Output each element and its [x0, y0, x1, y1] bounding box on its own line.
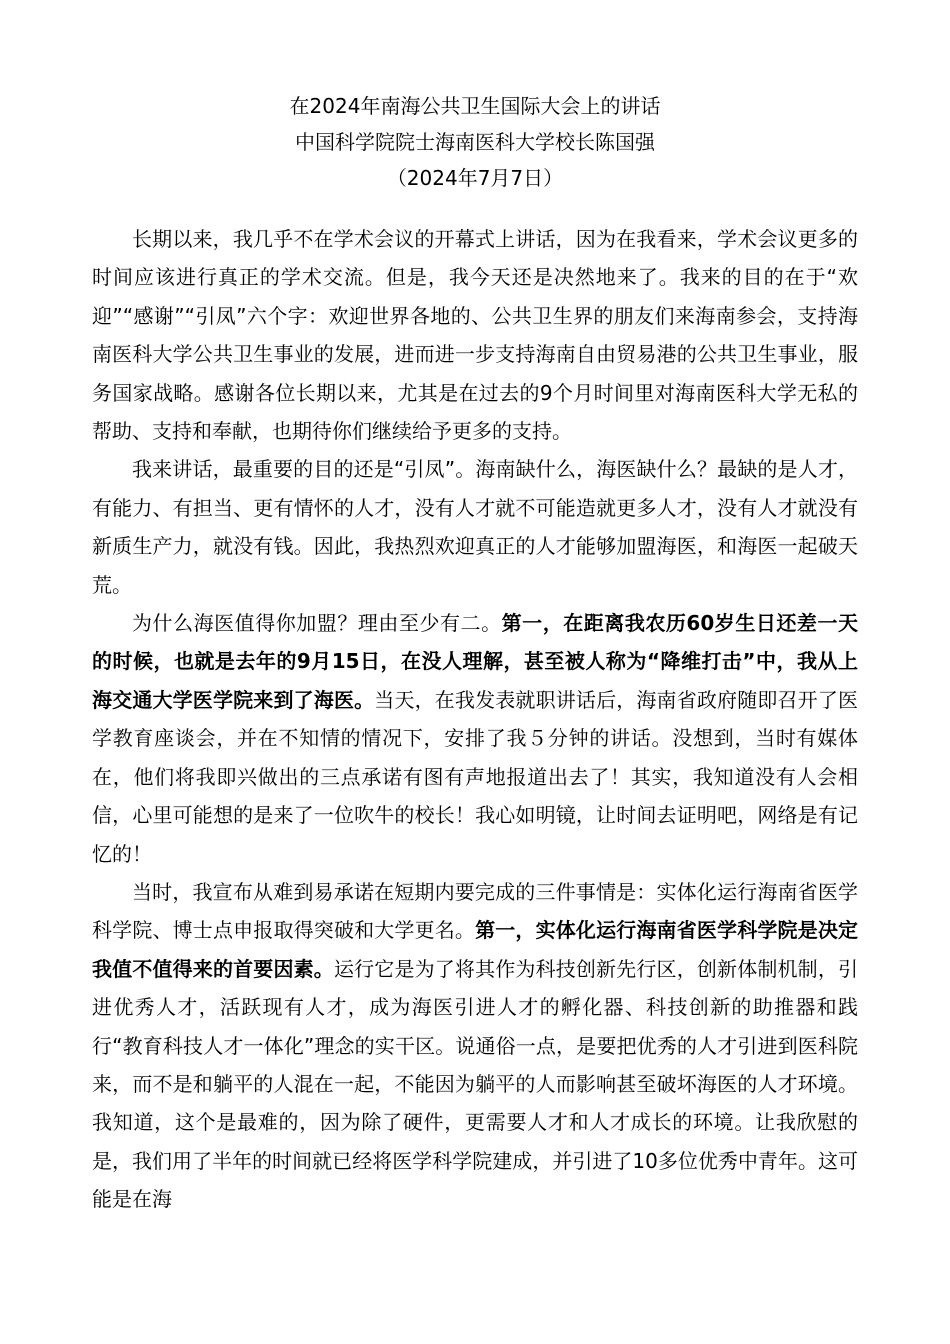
paragraph-4 [92, 873, 858, 1219]
document-header [92, 88, 858, 196]
paragraph-text: 长期以来，我几乎不在学术会议的开幕式上讲话，因为在我看来，学术会议更多的时间应该进行真正的学术交流。但是，我今天还是决然地来了。我来的目的在于“欢迎”“感谢”“引凤”六个字：欢迎世界各地的、公共卫生界的朋友们来海南参会，支持海南医科大学公共卫生事业的发展，进而进一步支持海南自由贸易港的公共卫生事业，服务国家战略。感谢各位长期以来，尤其是在过去的9个月时间里对海南医科大学无私的帮助、支持和奉献，也期待你们继续给予更多的支持。 [92, 227, 858, 444]
paragraph-1 [92, 220, 858, 450]
bold-emphasis-text: 第一，实体化运行海南省医学科学院是决定我值不值得来的首要因素。 [92, 918, 859, 981]
paragraph-text: 为什么海医值得你加盟？理由至少有二。 [132, 611, 502, 636]
paragraph-3 [92, 604, 858, 873]
bold-emphasis-text: 第一，在距离我农历60岁生日还差一天的时候，也就是去年的9月15日，在没人理解，甚至被人称为“降维打击”中，我从上海交通大学医学院来到了海医。 [92, 611, 859, 712]
paragraph-2 [92, 450, 858, 604]
paragraph-text: 当天，在我发表就职讲话后，海南省政府随即召开了医学教育座谈会，并在不知情的情况下，安排了我５分钟的讲话。没想到，当时有媒体在，他们将我即兴做出的三点承诺有图有声地报道出去了！其实，我知道没有人会相信，心里可能想的是来了一位吹牛的校长！我心如明镜，让时间去证明吧，网络是有记忆的！ [92, 687, 859, 866]
paragraph-text: 当时，我宣布从难到易承诺在短期内要完成的三件事情是：实体化运行海南省医学科学院、博士点申报取得突破和大学更名。 [92, 879, 858, 943]
paragraph-text: 运行它是为了将其作为科技创新先行区，创新体制机制，引进优秀人才，活跃现有人才，成为海医引进人才的孵化器、科技创新的助推器和践行“教育科技人才一体化”理念的实干区。说通俗一点，是要把优秀的人才引进到医科院来，而不是和躺平的人混在一起，不能因为躺平的人而影响甚至破坏海医的人才环境。我知道，这个是最难的，因为除了硬件，更需要人才和人才成长的环境。让我欣慰的是，我们用了半年的时间就已经将医学科学院建成，并引进了10多位优秀中青年。这可能是在海 [92, 956, 859, 1212]
speech-body [92, 220, 858, 1219]
speech-title: 在2024年南海公共卫生国际大会上的讲话 [289, 94, 661, 118]
paragraph-text: 我来讲话，最重要的目的还是“引凤”。海南缺什么，海医缺什么？最缺的是人才，有能力、有担当、更有情怀的人才，没有人才就不可能造就更多人才，没有人才就没有新质生产力，就没有钱。因此，我热烈欢迎真正的人才能够加盟海医，和海医一起破天荒。 [92, 457, 858, 597]
speaker-line: 中国科学院院士海南医科大学校长陈国强 [295, 130, 655, 154]
speech-date: （2024年7月7日） [386, 166, 564, 190]
